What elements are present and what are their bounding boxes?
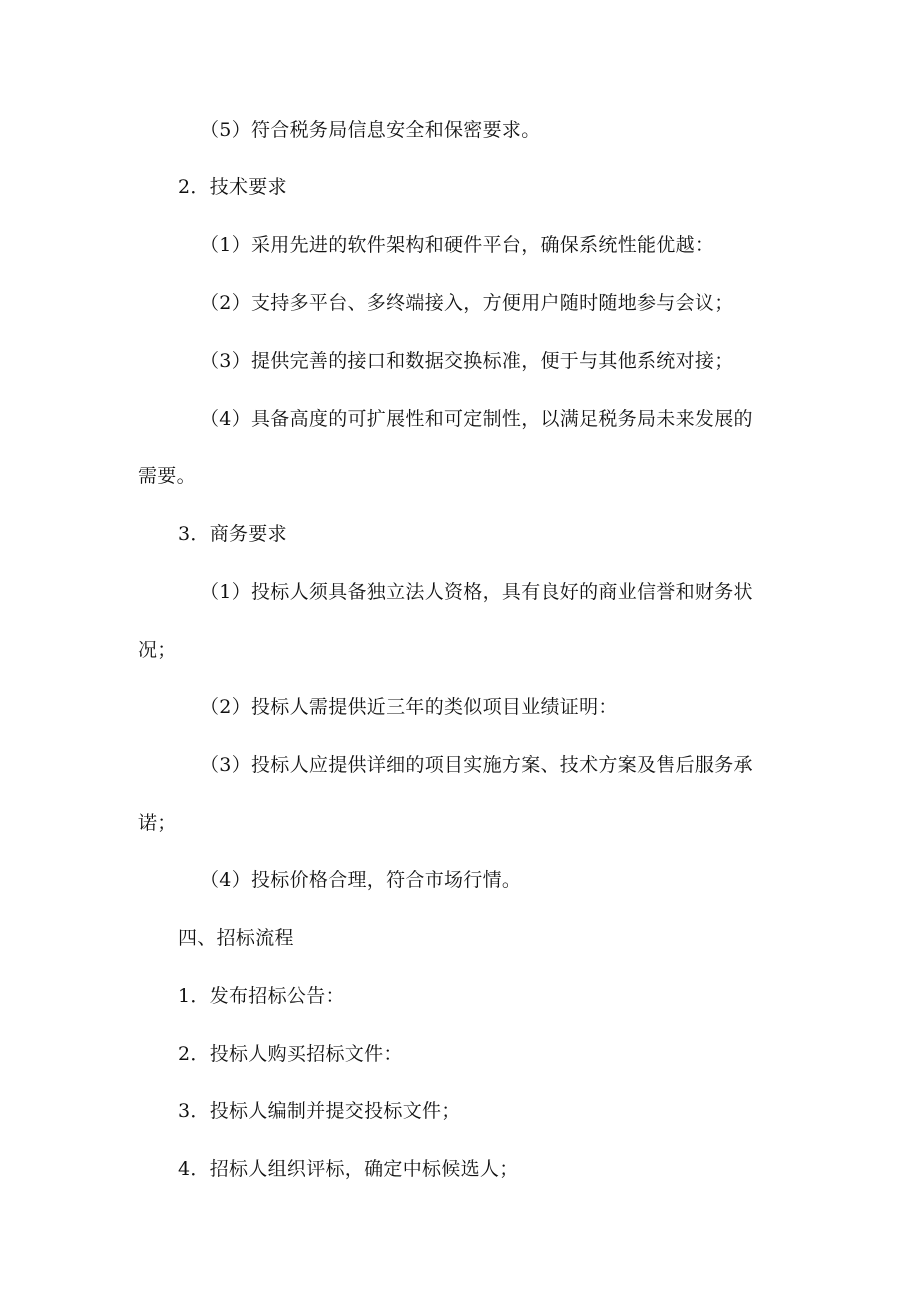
paragraph-continuation: 诺； — [138, 812, 177, 834]
paragraph: （5）符合税务局信息安全和保密要求。 — [200, 119, 541, 141]
paragraph: （3）投标人应提供详细的项目实施方案、技术方案及售后服务承 — [200, 754, 753, 776]
paragraph: （4）投标价格合理，符合市场行情。 — [200, 869, 522, 891]
paragraph: （3）提供完善的接口和数据交换标准，便于与其他系统对接； — [200, 350, 734, 372]
section-heading: 3．商务要求 — [178, 523, 287, 545]
list-item: 3．投标人编制并提交投标文件； — [178, 1100, 461, 1122]
list-item: 4．招标人组织评标，确定中标候选人； — [178, 1158, 519, 1180]
paragraph: （1）投标人须具备独立法人资格，具有良好的商业信誉和财务状 — [200, 581, 753, 603]
paragraph: （1）采用先进的软件架构和硬件平台，确保系统性能优越： — [200, 234, 715, 256]
section-heading: 四、招标流程 — [178, 927, 294, 949]
paragraph: （2）投标人需提供近三年的类似项目业绩证明： — [200, 696, 618, 718]
section-heading: 2．技术要求 — [178, 176, 287, 198]
list-item: 2．投标人购买招标文件： — [178, 1043, 403, 1065]
paragraph: （2）支持多平台、多终端接入，方便用户随时随地参与会议； — [200, 292, 734, 314]
paragraph-continuation: 需要。 — [138, 465, 196, 487]
paragraph: （4）具备高度的可扩展性和可定制性，以满足税务局未来发展的 — [200, 408, 753, 430]
paragraph-continuation: 况； — [138, 639, 177, 661]
list-item: 1．发布招标公告： — [178, 985, 345, 1007]
